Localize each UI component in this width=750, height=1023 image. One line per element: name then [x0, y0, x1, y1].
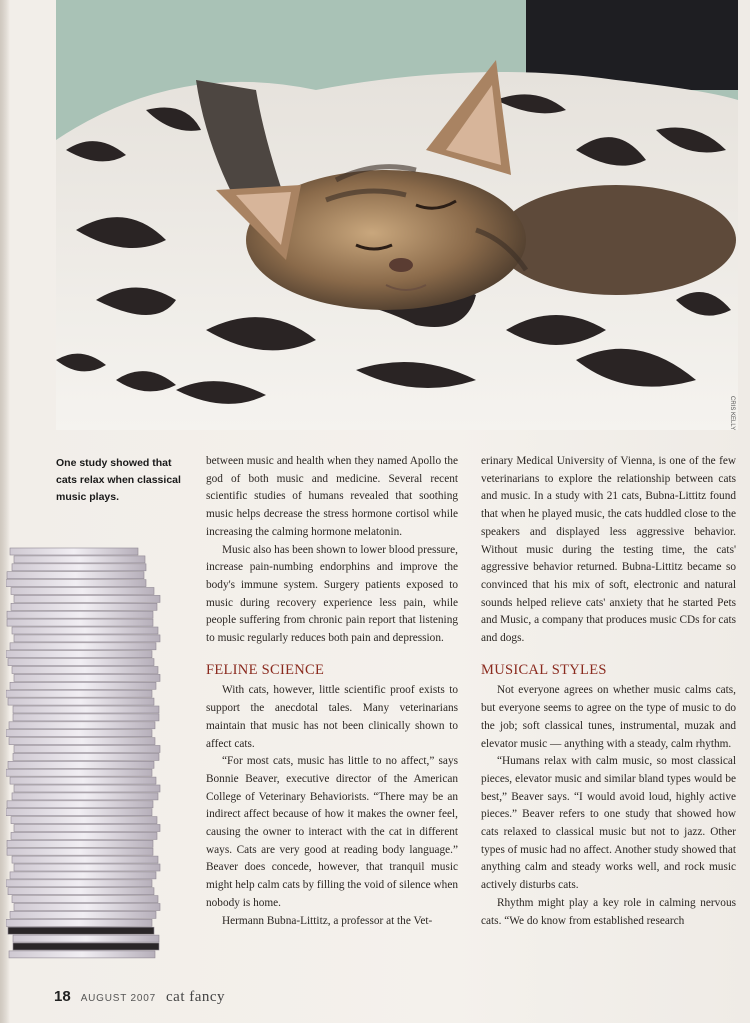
- cd-case: [8, 698, 154, 705]
- cd-case: [11, 588, 154, 595]
- page-footer: [54, 988, 225, 1006]
- cd-case: [10, 682, 156, 689]
- paragraph: Music also has been shown to lower blood pressure, increase pain-numbing endorphins and improve the body's immune system. Surgery patients exposed to music during recovery experience less pain, while people suffering from chronic pain report that listening to music regularly reduces both pain and depression.: [206, 543, 458, 645]
- cd-case: [7, 840, 153, 847]
- cd-case: [8, 927, 154, 934]
- paragraph: Hermann Bubna-Littitz, a professor at the Vet-: [222, 914, 433, 927]
- cd-case: [6, 651, 152, 658]
- section-heading-feline-science: FELINE SCIENCE: [206, 661, 325, 678]
- cd-case: [13, 753, 159, 760]
- cd-case: [6, 690, 152, 697]
- cd-case: [6, 730, 152, 737]
- cd-case: [14, 595, 160, 602]
- cd-case: [8, 888, 154, 895]
- cd-case: [12, 564, 146, 571]
- cd-case: [6, 809, 152, 816]
- cd-case: [10, 548, 138, 555]
- cd-case: [9, 738, 155, 745]
- paragraph: “Humans relax with calm music, so most classical pieces, elevator music and similar bland types would be best,” Beaver says. “I would avoid loud, highly active pieces.” Beaver refers to one study that showed how cats relaxed to classical music but not to jazz. Other types of music had no affect. Another study showed that anything calm and steady works well, and rock music actively disturbs cats.: [481, 755, 736, 892]
- cd-case: [12, 793, 158, 800]
- cd-case: [14, 746, 160, 753]
- cd-case: [11, 832, 157, 839]
- cd-case: [12, 627, 158, 634]
- section-heading-musical-styles: MUSICAL STYLES: [481, 661, 607, 678]
- cd-case: [14, 674, 160, 681]
- cd-case: [7, 801, 153, 808]
- cd-case: [13, 935, 159, 942]
- cd-case: [13, 943, 159, 950]
- cd-case: [7, 619, 153, 626]
- kitten-illustration: [56, 0, 738, 430]
- cd-case: [7, 848, 153, 855]
- cd-case: [14, 785, 160, 792]
- magazine-name: cat fancy: [166, 989, 226, 1005]
- cd-case: [14, 556, 145, 563]
- photo-caption: One study showed that cats relax when classical music plays.: [56, 457, 181, 503]
- paragraph: Rhythm might play a key role in calming nervous cats. “We do know from established research: [481, 896, 736, 927]
- paragraph: Not everyone agrees on whether music calms cats, but everyone seems to agree on the type of music to do the job; soft classical tunes, instrumental, muzak and elevator music — anything with a steady, calm rhythm.: [481, 684, 736, 750]
- cd-case: [12, 896, 158, 903]
- cd-case: [6, 769, 152, 776]
- cd-case: [10, 643, 156, 650]
- paragraph: “For most cats, music has little to no affect,” says Bonnie Beaver, executive director of the American College of Veterinary Behaviorists. “There may be an indirect affect because of how it makes the owner feel, causing the owner to interact with the cat in different ways. Cats are very good at reading body language.” Beaver does concede, however, that tranquil music might help calm cats by filling the void of silence when nobody is home.: [206, 755, 458, 909]
- cd-case: [11, 817, 157, 824]
- page-number: 18: [54, 988, 71, 1005]
- cd-case: [12, 667, 158, 674]
- cd-case: [9, 951, 155, 958]
- kitten-photo: [56, 0, 738, 430]
- cd-case: [8, 659, 154, 666]
- article-column-2: [481, 453, 736, 930]
- cd-case: [7, 572, 144, 579]
- cd-case: [6, 919, 152, 926]
- cd-case: [13, 714, 159, 721]
- cd-case: [12, 856, 158, 863]
- cd-case: [11, 603, 157, 610]
- cd-case: [9, 722, 155, 729]
- cd-case: [6, 880, 152, 887]
- cd-stack-image: [6, 540, 176, 960]
- cd-case: [10, 872, 156, 879]
- cd-case: [7, 611, 153, 618]
- cd-case: [6, 580, 146, 587]
- cd-case: [14, 864, 160, 871]
- cd-case: [8, 761, 154, 768]
- cd-case: [14, 904, 160, 911]
- cd-case: [14, 825, 160, 832]
- paragraph: between music and health when they named Apollo the god of both music and medicine. Several recent scientific studies of humans revealed that soothing music helps decrease the stress hormone cortisol while increasing the calming hormone melatonin.: [206, 455, 458, 538]
- cd-case: [10, 777, 156, 784]
- cd-case: [13, 706, 159, 713]
- issue-date: AUGUST 2007: [80, 993, 157, 1004]
- paragraph: With cats, however, little scientific proof exists to support the anecdotal tales. Many veterinarians maintain that music has not been clinically shown to affect cats.: [206, 684, 458, 750]
- cd-case: [14, 635, 160, 642]
- cd-case: [10, 911, 156, 918]
- paragraph: erinary Medical University of Vienna, is one of the few veterinarians to explore the relationship between cats and music. In a study with 21 cats, Bubna-Littitz found that when he played music, the cats huddled close to the speakers and displayed less aggressive behavior. Without music during the testing time, the cats' aggressive behavior returned. Bubna-Littitz became so convinced that his mix of soft, electronic and natural sounds helped relieve cats' anxiety that he started Pets and Music, a company that produces music CDs for cats and dogs.: [481, 455, 736, 645]
- photo-credit: CRIS KELLY: [729, 396, 735, 431]
- article-column-1: [206, 453, 458, 930]
